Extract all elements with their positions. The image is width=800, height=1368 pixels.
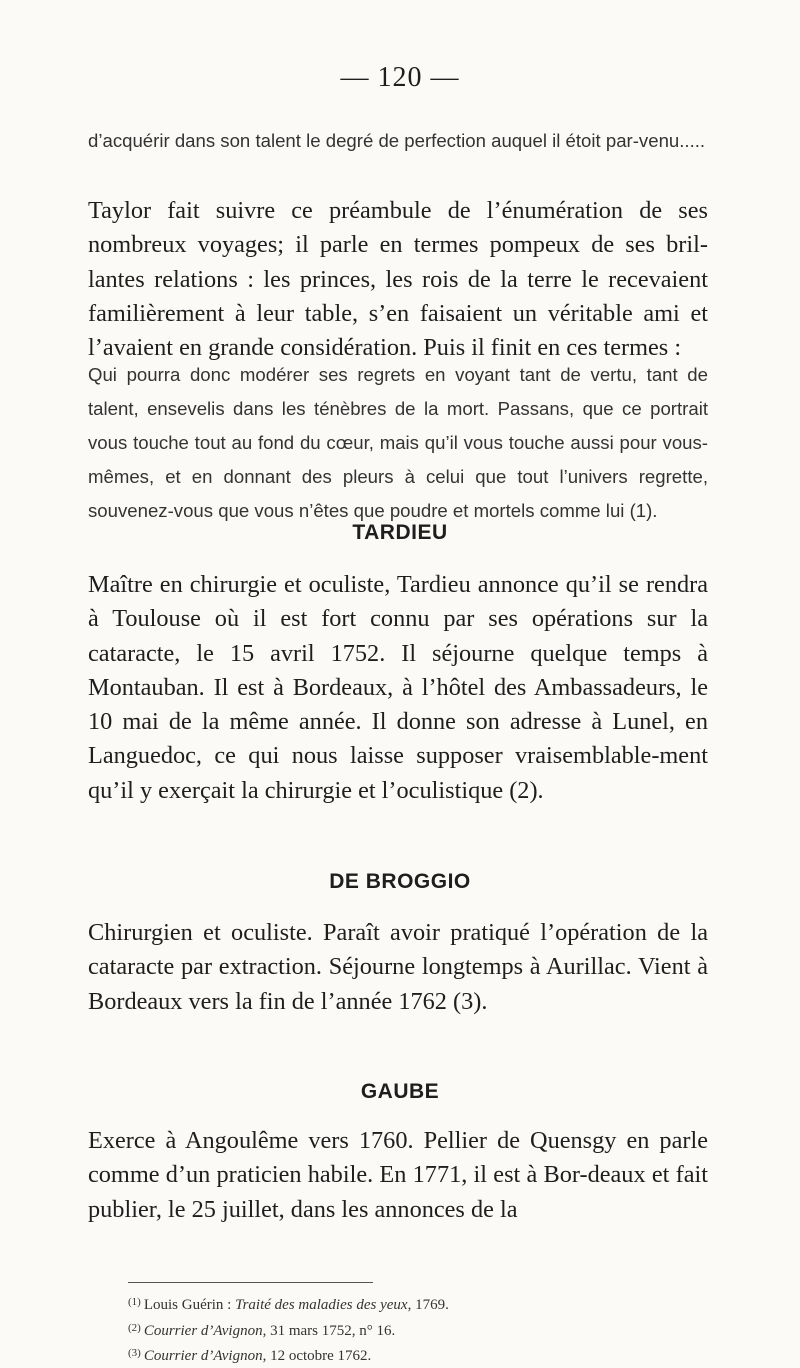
footnote-item <box>128 1342 728 1368</box>
opening-text: d’acquérir dans son talent le degré de perfection auquel il étoit par-venu..... <box>88 130 706 151</box>
gaube-paragraph: Exerce à Angoulême vers 1760. Pellier de Quensgy en parle comme d’un praticien habile. En 1771, il est à Bor-deaux et fait publier, le 25 juillet, dans les annonces de la <box>88 1127 708 1223</box>
footnote-number: (3) <box>128 1347 141 1359</box>
heading-tardieu: TARDIEU <box>352 521 448 544</box>
tardieu-paragraph: Maître en chirurgie et oculiste, Tardieu annonce qu’il se rendra à Toulouse où il est fort connu par ses opérations sur la cataracte, le 15 avril 1752. Il séjourne quelque temps à Montauban. Il est à Bordeaux, à l’hôtel des Ambassadeurs, le 10 mai de la même année. Il donne son adresse à Lunel, en Languedoc, ce qui nous laisse supposer vraisemblable-ment qu’il y exerçait la chirurgie et l’oculistique (2). <box>88 571 708 804</box>
heading-gaube: GAUBE <box>360 1080 440 1103</box>
taylor-paragraph: Taylor fait suivre ce préambule de l’énumération de ses nombreux voyages; il parle en termes pompeux de ses bril-lantes relations : les princes, les rois de la terre le recevaient familièrement à leur table, s’en faisaient un véritable ami et l’avaient en grande considération. Puis il finit en ces termes : <box>88 197 708 362</box>
footnote-title: Courrier d’Avignon <box>143 1348 263 1364</box>
footnotes <box>128 1291 728 1368</box>
footnote-title: Traité des maladies des yeux <box>235 1297 408 1313</box>
footnote-rule <box>128 1282 373 1283</box>
footnote-author: Louis Guérin : <box>143 1297 236 1313</box>
footnote-title: Courrier d’Avignon <box>143 1322 263 1339</box>
footnote-number: (1) <box>128 1296 141 1308</box>
page-number: — 120 — <box>340 62 460 93</box>
footnote-details: , 12 octobre 1762. <box>262 1348 372 1364</box>
footnote-details: , 31 mars 1752, n° 16. <box>262 1322 396 1339</box>
footnote-item <box>128 1317 728 1343</box>
footnote-details: , 1769. <box>407 1297 449 1313</box>
epitaph-quote: Qui pourra donc modérer ses regrets en voyant tant de vertu, tant de talent, ensevelis dans les ténèbres de la mort. Passans, que ce portrait vous touche tout au fond du cœur, mais qu’il vous touche aussi pour vous-mêmes, et en donnant des pleurs à celui que tout l’univers regrette, souvenez-vous que vous n’êtes que poudre et mortels comme lui (1). <box>88 364 708 521</box>
heading-de-broggio: DE BROGGIO <box>329 870 471 893</box>
footnote-number: (2) <box>128 1321 141 1334</box>
de-broggio-paragraph: Chirurgien et oculiste. Paraît avoir pratiqué l’opération de la cataracte par extraction. Séjourne longtemps à Aurillac. Vient à Bordeaux vers la fin de l’année 1762 (3). <box>88 919 708 1015</box>
footnote-item <box>128 1291 728 1317</box>
